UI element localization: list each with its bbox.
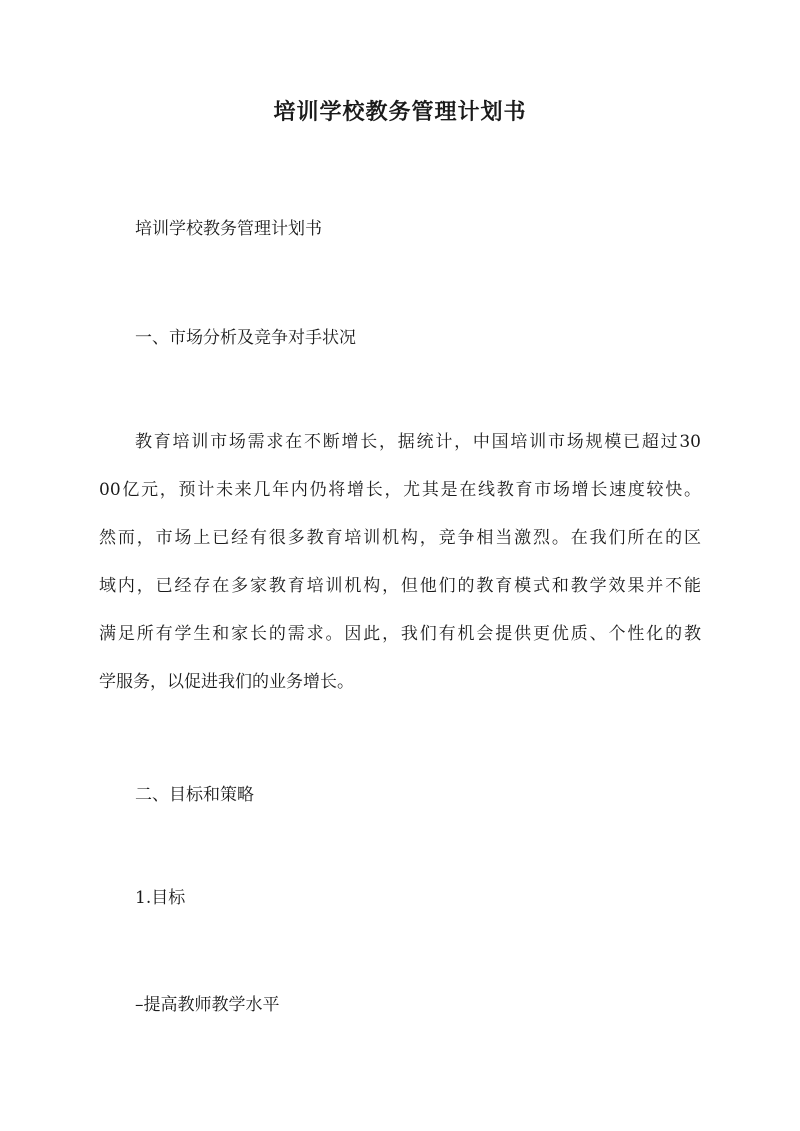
document-subtitle: 培训学校教务管理计划书 [135, 219, 322, 239]
page-title: 培训学校教务管理计划书 [273, 99, 527, 125]
paragraph-line: 然而，市场上已经有很多教育培训机构，竞争相当激烈。在我们所在的区 [99, 528, 701, 548]
paragraph-market-analysis [99, 418, 701, 706]
section-heading-market-analysis: 一、市场分析及竞争对手状况 [135, 328, 356, 348]
paragraph-line: 教育培训市场需求在不断增长，据统计，中国培训市场规模已超过30 [135, 432, 701, 452]
paragraph-line: 00亿元，预计未来几年内仍将增长，尤其是在线教育市场增长速度较快。 [99, 480, 701, 500]
paragraph-line: 域内，已经存在多家教育培训机构，但他们的教育模式和教学效果并不能 [99, 576, 701, 596]
subsection-heading-goals: 1.目标 [135, 888, 186, 908]
paragraph-line: 满足所有学生和家长的需求。因此，我们有机会提供更优质、个性化的教 [99, 624, 701, 644]
paragraph-line: 学服务，以促进我们的业务增长。 [99, 672, 354, 692]
section-heading-goals-strategy: 二、目标和策略 [135, 785, 254, 805]
goal-item: –提高教师教学水平 [135, 995, 280, 1015]
